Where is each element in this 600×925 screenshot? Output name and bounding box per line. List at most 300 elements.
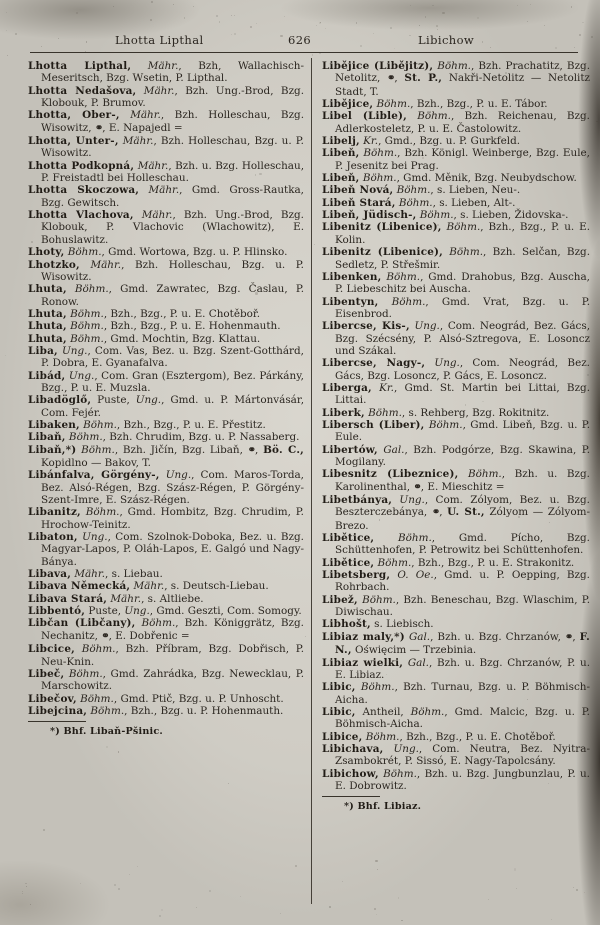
entry-headword: Libertów,: [322, 443, 378, 456]
gazetteer-entry: [322, 407, 590, 419]
entry-text: , Bzh. Königl. Weinberge, Bzg. Eule, P. Jesenitz bei Prag.: [335, 147, 590, 172]
paper-speck: [505, 72, 507, 74]
entry-text: , Com. Gran (Esztergom), Bez. Párkány, Bzg., P. u. E. Muzsla.: [41, 369, 304, 394]
gazetteer-entry: [322, 110, 590, 135]
paper-speck: [587, 374, 588, 375]
entry-text: Mähr.: [131, 60, 179, 72]
entry-text: Böhm.: [66, 332, 104, 345]
gazetteer-entry: [28, 444, 304, 470]
entry-text: , s. Altliebe.: [141, 592, 204, 605]
gazetteer-entry: [322, 532, 590, 557]
gazetteer-entry: [322, 419, 590, 444]
entry-text: , Gmd. Mochtin, Bzg. Klattau.: [103, 332, 261, 345]
paper-speck: [432, 5, 434, 7]
paper-speck: [76, 12, 78, 14]
gazetteer-entry: [28, 605, 304, 617]
header-rule: [30, 52, 578, 53]
posthorn-icon: ⚭: [431, 507, 440, 519]
paper-speck: [150, 19, 152, 21]
entry-headword: Libaň,: [28, 431, 66, 444]
gazetteer-entry: [322, 768, 590, 793]
entry-headword: Libbentó,: [28, 605, 86, 618]
entry-headword: Lhuta,: [28, 332, 67, 345]
entry-text: Kr.: [359, 135, 379, 148]
paper-speck: [477, 17, 479, 19]
entry-headword: Libava Stará,: [28, 592, 108, 605]
entry-headword: Lhuta,: [28, 307, 67, 320]
paper-speck: [314, 244, 315, 245]
right-column-entries: [322, 60, 590, 792]
paper-speck: [437, 29, 438, 30]
paper-speck: [30, 904, 31, 905]
entry-text: , Bzh., Bzg., P. u. E. Chotěboř.: [399, 730, 556, 743]
entry-text: , Gmd. Měnik, Bzg. Neubydschow.: [396, 172, 577, 185]
entry-headword: Bö. C.,: [263, 443, 304, 456]
entry-text: Mähr.: [139, 184, 180, 197]
entry-headword: Libic,: [322, 705, 356, 718]
gazetteer-entry: [28, 469, 304, 506]
entry-text: , Gmd. Gross-Rautka, Bzg. Gewitsch.: [41, 184, 304, 209]
entry-text: , E. Mieschitz =: [420, 480, 505, 493]
entry-text: Böhm.: [393, 184, 431, 197]
gazetteer-entry: [28, 394, 304, 419]
paper-speck: [113, 6, 114, 7]
paper-speck: [375, 860, 377, 862]
entry-headword: Libětice,: [322, 556, 375, 569]
paper-speck: [342, 881, 343, 882]
gazetteer-entry: [28, 135, 304, 160]
entry-headword: Libečov,: [28, 692, 77, 705]
entry-text: Böhm.: [395, 196, 433, 209]
gazetteer-entry: [322, 618, 590, 630]
entry-headword: Libhošt,: [322, 618, 371, 631]
entry-text: Puste,: [85, 605, 125, 618]
entry-text: , Bzh. u. Bzg. Holleschau, P. Freistadtl bei Holleschau.: [41, 159, 304, 185]
running-header-left: Lhotta Lipthal: [115, 33, 204, 47]
entry-headword: Lhotta Lipthal,: [28, 60, 132, 72]
gazetteer-entry: [322, 135, 590, 147]
entry-text: , Bzh. u. Bzg. Jungbunzlau, P. u. E. Dobrowitz.: [335, 767, 590, 792]
entry-text: Böhm.: [87, 704, 125, 717]
entry-headword: Libaň,*): [28, 443, 77, 456]
entry-text: Böhm.: [355, 681, 395, 694]
entry-headword: Libež,: [322, 593, 358, 606]
paper-speck: [31, 703, 32, 704]
entry-headword: Lhotta, Ober-,: [28, 109, 120, 122]
paper-speck: [118, 751, 120, 753]
entry-text: , Bzh. Holleschau, Bzg. u. P. Wisowitz.: [41, 135, 304, 160]
paper-speck: [255, 292, 257, 294]
entry-text: , Com. Neográd, Bez. Gács, Bzg. Losoncz, P. Gács, E. Losoncz.: [335, 357, 590, 382]
paper-speck: [488, 899, 489, 900]
paper-speck: [325, 28, 326, 29]
entry-text: Mähr.: [134, 159, 169, 172]
entry-text: , Bzh. Ung.-Brod, Bzg. Klobouk, P. Brumov.: [41, 84, 304, 110]
paper-speck: [312, 54, 314, 56]
entry-text: Mähr.: [133, 209, 173, 222]
paper-speck: [80, 883, 81, 884]
entry-text: , Gmd. Wortowa, Bzg. u. P. Hlinsko.: [101, 246, 288, 259]
paper-speck: [114, 884, 116, 886]
paper-speck: [151, 1, 153, 3]
entry-text: , Gmd. Ptič, Bzg. u. P. Unhoscht.: [113, 692, 284, 705]
paper-speck: [376, 688, 378, 690]
paper-speck: [26, 886, 27, 887]
entry-headword: Lhotta Podkopná,: [28, 159, 135, 172]
paper-speck: [25, 883, 27, 885]
paper-speck: [527, 699, 528, 700]
entry-text: , Bzh. Prachatitz, Bzg. Netolitz,: [335, 60, 590, 85]
gazetteer-entry: [28, 345, 304, 370]
gazetteer-entry: [322, 631, 590, 657]
entry-text: s. Liebisch.: [370, 618, 434, 631]
footnote-rule: [322, 796, 380, 797]
entry-text: Gal.: [403, 656, 429, 669]
entry-text: , s. Liebau.: [105, 568, 163, 581]
entry-headword: Libelj,: [322, 135, 360, 148]
paper-speck: [280, 913, 281, 914]
gazetteer-entry: [28, 160, 304, 185]
paper-speck: [390, 27, 392, 29]
paper-speck: [129, 874, 130, 875]
entry-headword: Libčan (Libčany),: [28, 617, 136, 630]
entry-headword: Libětice,: [322, 532, 375, 545]
entry-headword: Libád,: [28, 369, 66, 382]
entry-text: , Bzh. Königgrätz, Bzg. Nechanitz,: [41, 617, 304, 642]
left-column-entries: [28, 60, 304, 717]
entry-text: Ung.: [77, 531, 108, 544]
paper-speck: [467, 35, 468, 36]
entry-text: Böhm.: [424, 418, 463, 431]
paper-speck: [490, 47, 491, 48]
paper-speck: [386, 674, 387, 675]
gazetteer-entry: [28, 568, 304, 580]
paper-speck: [118, 336, 120, 338]
entry-headword: Libiaz wielki,: [322, 656, 404, 669]
entry-text: , Bzh. Podgórze, Bzg. Skawina, P. Mogilany.: [335, 443, 590, 468]
gazetteer-entry: [322, 382, 590, 407]
entry-headword: Libic,: [322, 681, 356, 694]
paper-speck: [398, 897, 400, 899]
gazetteer-entry: [322, 98, 590, 110]
entry-headword: Lhotta Vlachova,: [28, 209, 134, 222]
entry-text: , Gmd. Pícho, Bzg. Schüttenhofen, P. Petrowitz bei Schüttenhofen.: [335, 532, 590, 557]
entry-text: Böhm.: [66, 320, 104, 333]
entry-text: , Bzh. Turnau, Bzg. u. P. Böhmisch-Aicha.: [335, 681, 590, 706]
gazetteer-entry: [322, 320, 590, 357]
entry-headword: Libava,: [28, 568, 72, 581]
entry-text: , Com. Maros-Torda, Bez. Alsó-Régen, Bzg. Szász-Régen, P. Görgény-Szent-Imre, E. Szász-Régen.: [41, 469, 304, 507]
entry-text: Böhm.: [64, 246, 102, 259]
paper-speck: [419, 25, 420, 26]
entry-headword: Libice,: [322, 730, 363, 743]
gazetteer-entry: [28, 431, 304, 443]
entry-text: Mähr.: [107, 592, 142, 605]
paper-speck: [256, 23, 257, 24]
gazetteer-entry: [322, 221, 590, 246]
gazetteer-entry: [28, 246, 304, 258]
paper-speck: [482, 41, 484, 43]
paper-speck: [596, 121, 598, 123]
entry-text: Ung.: [65, 369, 95, 382]
entry-text: , s. Lieben, Židovska-.: [453, 209, 569, 222]
entry-text: Böhm.: [406, 110, 451, 123]
entry-headword: Liba,: [28, 344, 58, 357]
entry-headword: Libeň Nová,: [322, 184, 394, 197]
entry-headword: Lhotta, Unter-,: [28, 135, 119, 148]
entry-text: Böhm.: [66, 283, 109, 296]
paper-speck: [193, 6, 194, 7]
paper-speck: [118, 888, 120, 890]
gazetteer-entry: [322, 706, 590, 731]
entry-headword: Libcice,: [28, 643, 75, 656]
entry-headword: Libiaz maly,*): [322, 630, 405, 643]
paper-speck: [584, 892, 585, 893]
entry-text: , E. Dobřenic =: [108, 629, 190, 642]
paper-speck: [591, 36, 592, 37]
entry-headword: Lhuta,: [28, 283, 67, 296]
paper-speck: [574, 47, 575, 48]
left-footnote: [28, 721, 304, 738]
gazetteer-entry: [28, 580, 304, 592]
paper-speck: [234, 15, 235, 16]
entry-headword: Libetsberg,: [322, 569, 391, 582]
gazetteer-entry: [28, 668, 304, 693]
entry-text: , Com. Neográd, Bez. Gács, Bzg. Szécsény, P. Alsó-Sztregova, E. Losoncz und Szákal.: [335, 320, 591, 357]
entry-text: , Com. Zólyom, Bez. u. Bzg. Beszterczebánya,: [335, 494, 590, 519]
entry-text: , Gmd. St. Martin bei Littai, Bzg. Littai.: [335, 381, 590, 407]
entry-headword: St. P.,: [404, 72, 443, 85]
gazetteer-entry: [322, 731, 590, 743]
paper-speck: [278, 706, 279, 707]
paper-speck: [259, 173, 261, 175]
entry-headword: Liberga,: [322, 381, 372, 394]
gazetteer-entry: [28, 370, 304, 395]
paper-speck: [15, 33, 17, 35]
paper-speck: [422, 157, 423, 158]
entry-text: Kr.: [371, 381, 394, 394]
entry-headword: Libercse, Kis-,: [322, 320, 410, 333]
gazetteer-entry: [322, 357, 590, 382]
paper-speck: [514, 868, 516, 870]
paper-speck: [160, 35, 161, 36]
entry-headword: Libeč,: [28, 667, 65, 680]
paper-speck: [284, 16, 285, 17]
entry-text: Böhm.: [374, 556, 412, 569]
gazetteer-entry: [28, 60, 304, 85]
paper-speck: [316, 25, 317, 26]
entry-text: , Bzh., Bzg., P. u. E. Chotěboř.: [103, 307, 261, 320]
entry-text: Böhm.: [364, 406, 402, 419]
entry-headword: Libel (Lible),: [322, 110, 407, 123]
paper-speck: [409, 35, 411, 37]
paper-speck: [518, 516, 520, 518]
gazetteer-entry: [28, 643, 304, 668]
paper-speck: [425, 16, 426, 17]
entry-text: Ung.: [383, 742, 419, 755]
paper-speck: [7, 55, 8, 56]
entry-headword: Libersch (Liber),: [322, 418, 425, 431]
entry-headword: Lhotta Nedašova,: [28, 84, 137, 97]
entry-text: Mähr.: [79, 258, 122, 271]
paper-speck: [426, 52, 427, 53]
entry-text: Böhm.: [357, 593, 396, 606]
entry-headword: Liberk,: [322, 406, 365, 419]
gazetteer-entry: [28, 85, 304, 110]
paper-speck: [184, 17, 186, 19]
paper-speck: [376, 914, 377, 915]
entry-text: Ung.: [57, 344, 88, 357]
entry-text: Mähr.: [71, 568, 106, 581]
gazetteer-entry: [322, 594, 590, 619]
entry-text: , Gmd. Drahobus, Bzg. Auscha, P. Liebeschitz bei Auscha.: [335, 270, 590, 296]
entry-text: , Bzh., Bzg. u. P. Hohenmauth.: [124, 704, 284, 717]
paper-speck: [58, 38, 59, 39]
paper-speck: [6, 30, 7, 31]
entry-text: Mähr.: [130, 580, 165, 593]
paper-speck: [209, 890, 211, 892]
entry-text: ,: [439, 506, 448, 519]
entry-headword: Libichow,: [322, 767, 379, 780]
entry-text: Böhm.: [80, 506, 120, 519]
paper-speck: [161, 909, 163, 911]
entry-text: Ung.: [425, 357, 460, 370]
gazetteer-entry: [322, 172, 590, 184]
gazetteer-entry: [322, 681, 590, 706]
paper-speck: [437, 224, 438, 225]
gazetteer-entry: [28, 617, 304, 643]
entry-text: , s. Lieben, Alt-.: [432, 196, 516, 209]
entry-headword: Libenken,: [322, 270, 382, 283]
paper-speck: [228, 783, 229, 784]
entry-headword: Libanitz,: [28, 506, 81, 519]
paper-speck: [572, 545, 573, 546]
entry-headword: Libějice,: [322, 98, 374, 111]
gazetteer-entry: [322, 296, 590, 321]
entry-text: Böhm.: [66, 307, 104, 320]
paper-speck: [573, 887, 574, 888]
paper-speck: [85, 51, 86, 52]
entry-text: , Gmd., Bzg. u. P. Gurkfeld.: [378, 135, 521, 148]
paper-speck: [436, 25, 438, 27]
entry-text: Böhm.: [79, 418, 117, 431]
entry-headword: U. St.,: [447, 506, 485, 519]
entry-text: , Bzh. Selčan, Bzg. Sedletz, P. Střešmir.: [335, 246, 590, 271]
paper-speck: [6, 12, 7, 13]
entry-headword: F. N.,: [335, 630, 591, 657]
paper-speck: [530, 4, 531, 5]
gazetteer-entry: [322, 246, 590, 271]
entry-text: , Bzh. Jičín, Bzg. Libaň,: [114, 443, 248, 456]
paper-speck: [106, 746, 108, 748]
paper-speck: [329, 906, 331, 908]
entry-text: , Bzh., Bzg., P. u. E. Tábor.: [410, 98, 548, 111]
paper-speck: [483, 341, 485, 343]
paper-speck: [41, 46, 42, 47]
entry-text: Gal.: [404, 630, 431, 643]
entry-text: Ung.: [135, 394, 162, 407]
entry-text: , Bzh., Bzg., P. u. E. Strakonitz.: [411, 556, 575, 569]
paper-speck: [442, 12, 444, 14]
gazetteer-entry: [28, 320, 304, 332]
entry-text: Ung.: [392, 494, 425, 507]
gazetteer-entry: [322, 494, 590, 532]
gazetteer-entry: [322, 569, 590, 594]
entry-text: Böhm.: [378, 295, 426, 308]
entry-text: Böhm.: [135, 617, 176, 630]
posthorn-icon: ⚭: [247, 444, 256, 456]
entry-text: , Bzh. Ung.-Brod, Bzg. Klobouk, P. Vlachovic (Wlachowitz), E. Bohuslawitz.: [41, 209, 304, 246]
paper-speck: [582, 22, 584, 24]
paper-speck: [240, 896, 241, 897]
gazetteer-entry: [322, 743, 590, 768]
gazetteer-entry: [28, 593, 304, 605]
entry-text: , Gmd. u. P. Oepping, Bzg. Rohrbach.: [335, 569, 590, 594]
paper-speck: [43, 829, 45, 831]
entry-text: , Bzh. Reichenau, Bzg. Adlerkosteletz, P. u. E. Častolowitz.: [335, 110, 590, 135]
entry-text: ,: [255, 443, 264, 456]
paper-speck: [488, 418, 489, 419]
paper-speck: [250, 26, 252, 28]
entry-text: , Gmd. Vrat, Bzg. u. P. Eisenbrod.: [335, 295, 590, 320]
entry-text: Ung.: [124, 605, 150, 618]
paper-speck: [527, 21, 528, 22]
entry-text: , Gmd. Libeň, Bzg. u. P. Eule.: [335, 418, 590, 444]
entry-text: Böhm.: [416, 209, 454, 222]
entry-text: , Bzh. Chrudim, Bzg. u. P. Nassaberg.: [102, 431, 300, 444]
entry-text: Böhm.: [64, 667, 103, 680]
paper-speck: [231, 15, 232, 16]
entry-text: Böhm.: [441, 221, 481, 234]
paper-speck: [196, 907, 197, 908]
gazetteer-entry: [322, 147, 590, 172]
entry-text: , Bzh. Holleschau, Bzg. u. P. Wisowitz.: [41, 258, 304, 283]
entry-headword: Libichava,: [322, 742, 384, 755]
entry-text: O. Oe.: [390, 569, 434, 582]
paper-speck: [22, 893, 23, 894]
paper-speck: [374, 908, 376, 910]
gazetteer-entry: [28, 693, 304, 705]
paper-speck: [39, 505, 40, 506]
left-footnote-text: *) Bhf. Libaň-Pšinic.: [50, 726, 163, 738]
entry-headword: Libava Německá,: [28, 580, 131, 593]
paper-speck: [216, 15, 218, 17]
entry-headword: Libejcina,: [28, 704, 88, 717]
entry-headword: Lhuta,: [28, 320, 67, 333]
entry-headword: Libesnitz (Libeznice),: [322, 468, 459, 481]
posthorn-icon: ⚭: [564, 631, 573, 643]
entry-text: Böhm.: [374, 532, 432, 545]
gazetteer-entry: [28, 705, 304, 717]
entry-headword: Lhotta Skoczowa,: [28, 184, 140, 197]
entry-text: , Gmd. Zawratec, Bzg. Časlau, P. Ronow.: [41, 283, 305, 308]
entry-text: Oświęcim — Trzebinia.: [351, 644, 477, 657]
gazetteer-entry: [322, 209, 590, 221]
gazetteer-entry: [322, 197, 590, 209]
entry-text: Mähr.: [119, 109, 161, 122]
entry-text: Kopidlno — Bakov, T.: [41, 457, 151, 469]
entry-text: , Bzh. Příbram, Bzg. Dobřisch, P. Neu-Knin.: [41, 643, 304, 668]
running-header-right: Libichow: [418, 33, 475, 47]
entry-text: Böhm.: [76, 692, 114, 705]
entry-text: Böhm.: [381, 270, 421, 283]
right-footnote: [322, 796, 590, 813]
entry-text: ,: [572, 630, 580, 643]
entry-text: , Bzh., Bzg., P. u. E. Kolin.: [335, 221, 591, 246]
gazetteer-entry: [28, 184, 304, 209]
entry-text: Böhm.: [362, 730, 400, 743]
entry-text: Böhm.: [410, 705, 445, 718]
